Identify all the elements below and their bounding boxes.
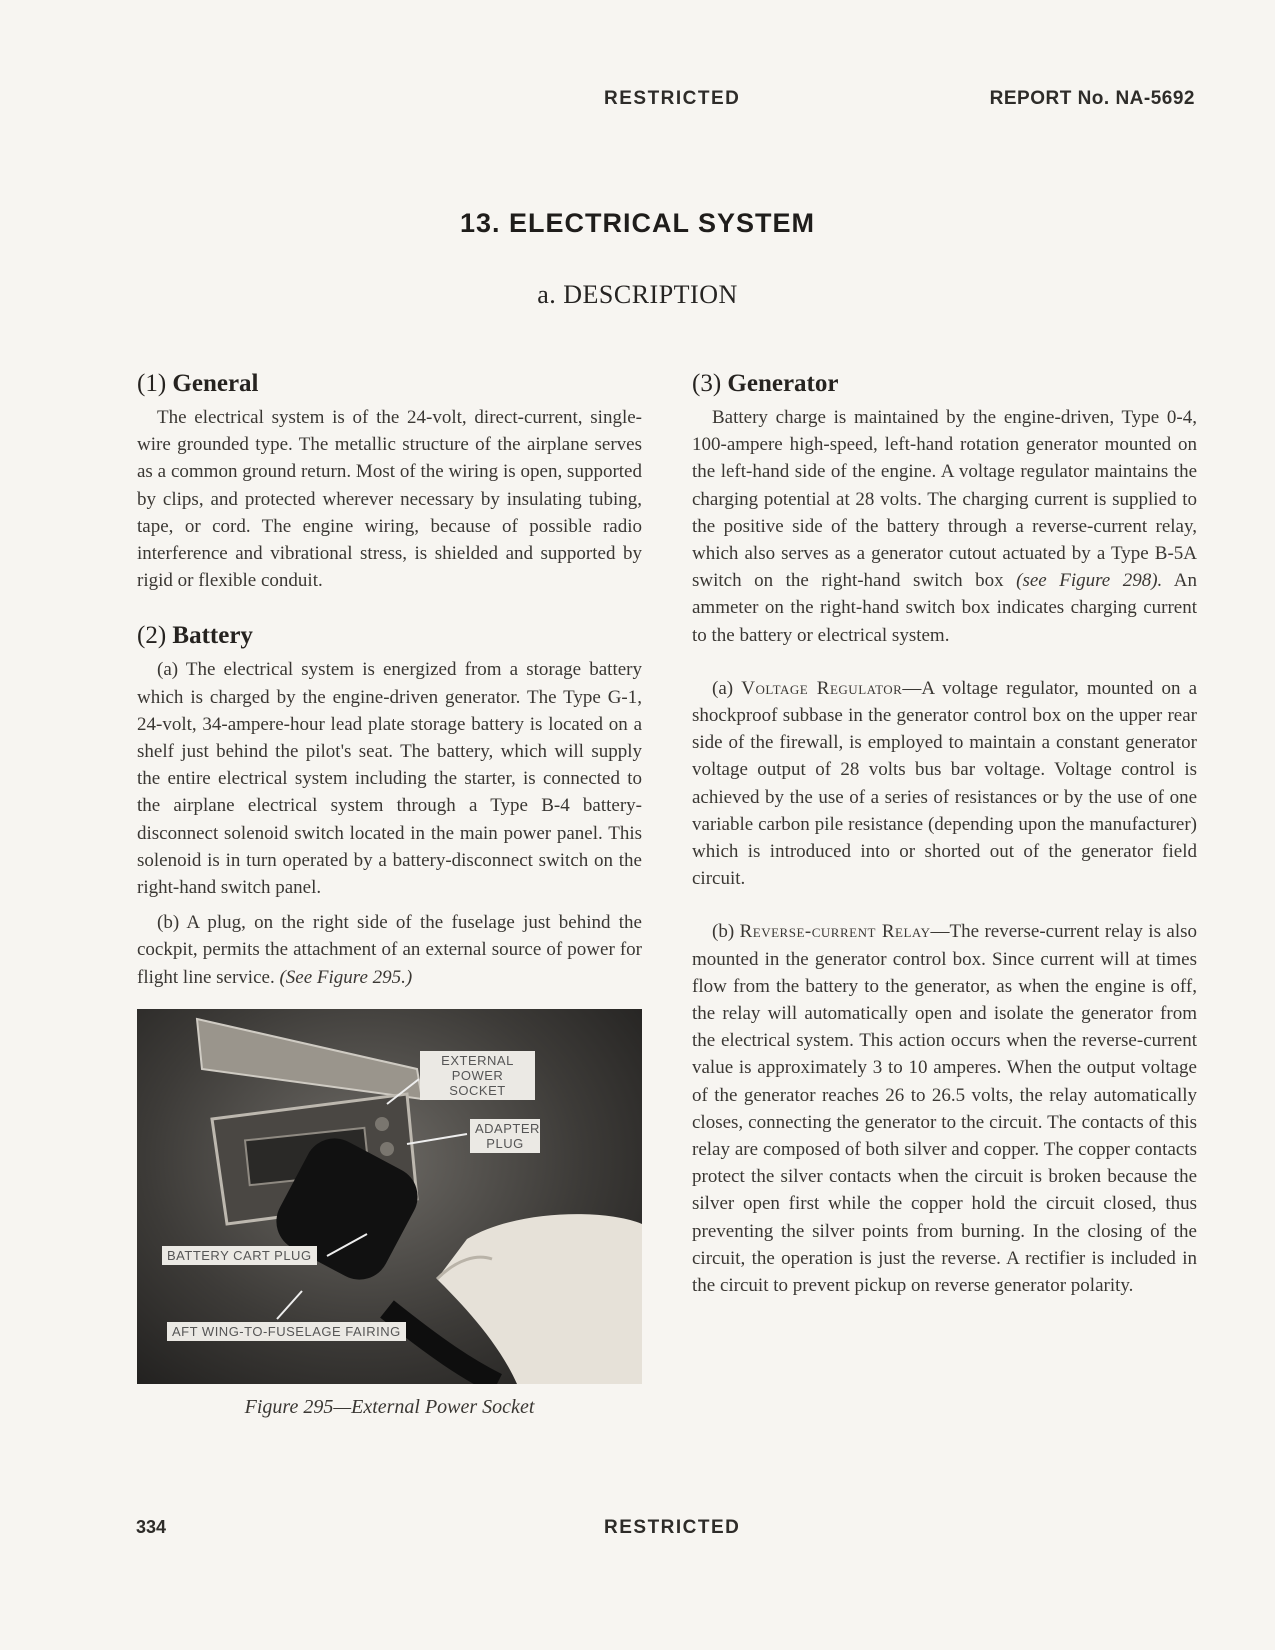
figure-caption: Figure 295—External Power Socket	[244, 1395, 535, 1418]
voltage-regulator-text: —A voltage regulator, mounted on a shockproof subbase in the generator control box on the upper rear side of the firewall, is employed to maintain a constant generator voltage output of 28 volts bus bar voltage. Voltage control is achieved by the use of a series of resistances or by the use of one variable carbon pile resistance (depending upon the manufacturer) which is introduced into or shorted out of the generator field circuit.	[692, 677, 1198, 890]
heading-generator-label: Generator	[727, 370, 839, 397]
callout-external-power-socket: EXTERNAL POWER SOCKET	[420, 1051, 535, 1100]
heading-battery	[137, 622, 642, 650]
left-column	[137, 370, 642, 1419]
voltage-regulator-label: (a)	[712, 677, 734, 699]
reverse-current-relay-label: (b)	[712, 921, 735, 943]
generator-paragraph	[692, 404, 1197, 649]
heading-generator-number: (3)	[692, 370, 722, 397]
page-title: 13. ELECTRICAL SYSTEM	[459, 208, 816, 238]
reverse-current-relay-title: Reverse-current Relay	[739, 921, 931, 943]
general-paragraph: The electrical system is of the 24-volt, direct-current, single-wire grounded type. The metallic structure of the airplane serves as a common ground return. Most of the wiring is open, supported by clips, and protected wherever necessary by insulating tubing, tape, or cord. The engine wiring, because of possible radio interference and vibrational stress, is shielded and supported by rigid or flexible conduit.	[137, 407, 642, 592]
battery-paragraph-a: (a) The electrical system is energized from a storage battery which is charged by the engine-driven generator. The Type G-1, 24-volt, 34-ampere-hour lead plate storage battery is located on a shelf just behind the pilot's seat. The battery, which will supply the entire electrical system including the starter, is connected to the airplane electrical system through a Type B-4 battery-disconnect solenoid switch located in the main power panel. This solenoid is in turn operated by a battery-disconnect switch on the right-hand switch panel.	[137, 659, 642, 899]
heading-general-number: (1)	[137, 370, 167, 397]
battery-paragraph-b-text: (b) A plug, on the right side of the fuselage just behind the cockpit, permits the attachment of an external source of power for flight line service.	[137, 912, 642, 988]
right-column	[692, 370, 1197, 1299]
heading-general	[137, 370, 642, 398]
footer-restricted: RESTRICTED	[604, 1517, 741, 1538]
callout-adapter-plug: ADAPTER PLUG	[470, 1119, 540, 1153]
callout-battery-cart-plug: BATTERY CART PLUG	[162, 1246, 317, 1265]
reverse-current-relay-text: —The reverse-current relay is also mounted in the generator control box. Since current will at times flow from the battery to the generator, as when the engine is off, the relay will automatically open and isolate the generator from the electrical system. This action occurs when the reverse-current value is approximately 3 to 10 amperes. When the output voltage of the generator reaches 26 to 26.5 volts, the relay automatically closes, connecting the generator to the circuit. The contacts of this relay are composed of both silver and copper. The copper contacts protect the silver contacts when the circuit is broken because the silver open first while the copper hold the circuit closed, thus preventing the silver points from burning. In the closing of the circuit, the operation is just the reverse. A rectifier is included in the circuit to prevent pickup on reverse generator polarity.	[692, 921, 1198, 1297]
reverse-current-relay-paragraph	[692, 918, 1197, 1299]
section-subtitle: a. DESCRIPTION	[537, 280, 738, 309]
figure-reference: (See Figure 295.)	[279, 966, 413, 988]
generator-text-1: Battery charge is maintained by the engine-driven, Type 0-4, 100-ampere high-speed, left-hand rotation generator mounted on the left-hand side of the engine. A voltage regulator maintains the charging potential at 28 volts. The charging current is supplied to the positive side of the battery through a reverse-current relay, which also serves as a generator cutout actuated by a Type B-5A switch on the right-hand switch box	[692, 407, 1197, 592]
figure-298-reference: (see Figure 298).	[1016, 570, 1163, 592]
figure-photo	[137, 1009, 642, 1384]
heading-generator	[692, 370, 1197, 398]
voltage-regulator-paragraph	[692, 675, 1197, 893]
header-restricted: RESTRICTED	[604, 88, 741, 109]
heading-battery-number: (2)	[137, 622, 167, 650]
generator-text-2: An ammeter on the right-hand switch box indicates charging current to the battery or electrical system.	[692, 570, 1198, 646]
report-number: REPORT No. NA-5692	[989, 88, 1195, 109]
voltage-regulator-title: Voltage Regulator	[741, 677, 903, 699]
heading-battery-label: Battery	[172, 622, 253, 650]
page-number: 334	[136, 1517, 167, 1537]
heading-general-label: General	[172, 370, 259, 397]
callout-aft-fairing: AFT WING-TO-FUSELAGE FAIRING	[167, 1322, 406, 1341]
battery-paragraph-b	[137, 909, 642, 991]
